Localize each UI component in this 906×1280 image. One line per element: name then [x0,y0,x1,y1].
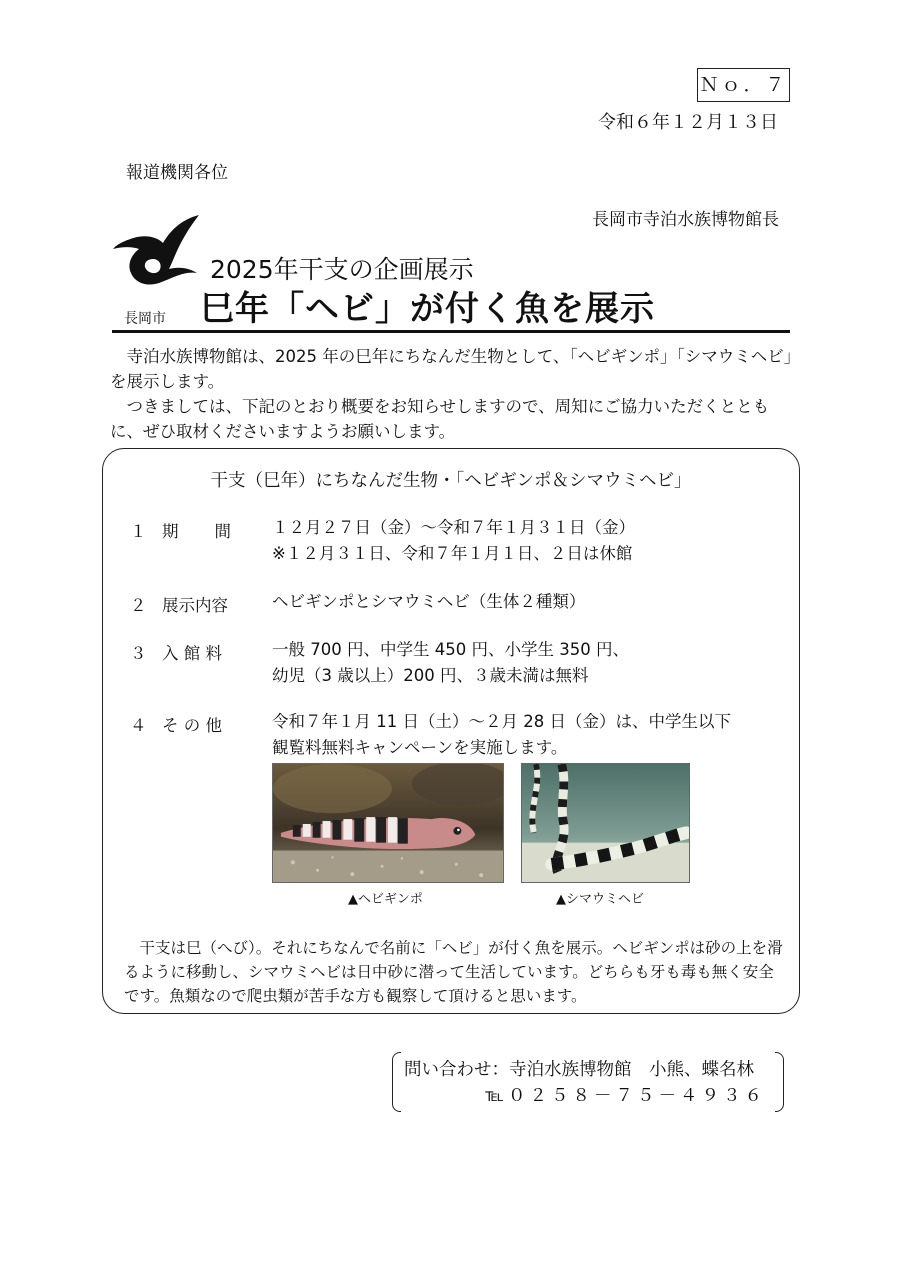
exhibit-description [124,936,788,1008]
document-number: Ｎｏ．７ [697,68,790,102]
recipient: 報道機関各位 [126,163,228,183]
intro-paragraph: つきましては、下記のとおり概要をお知らせしますので、周知にご協力いただくとともに、ぜひ取材くださいますようお願いします。 [110,397,770,441]
item-label: 展示内容 [162,596,228,615]
item-label: そ の 他 [162,716,222,735]
subtitle: 2025年干支の企画展示 [210,255,474,284]
logo-caption: 長岡市 [124,311,166,327]
nagaoka-city-logo-icon [113,213,203,289]
photo-caption: ▲シマウミヘビ [556,892,644,907]
campaign-line: 令和７年１月 11 日（土）～２月 28 日（金）は、中学生以下 [272,712,731,731]
item-value [272,515,635,567]
right-bracket [775,1052,784,1112]
title-divider [112,330,790,333]
shimaumihebi-photo [521,763,690,883]
item-number: ４ [130,716,147,735]
item-number: ２ [130,596,147,615]
intro-text [110,344,800,444]
box-title: 干支（巳年）にちなんだ生物・「ヘビギンポ＆シマウミヘビ」 [210,471,692,491]
admission-fee-line: 一般 700 円、中学生 450 円、小学生 350 円、 [272,640,629,659]
item-label: 期 間 [162,522,232,541]
page-title: 巳年「ヘビ」が付く魚を展示 [200,289,655,329]
sender: 長岡市寺泊水族博物館長 [592,210,779,230]
item-number: １ [130,522,147,541]
contact-phone: ℡０２５８－７５－４９３６ [485,1086,766,1106]
photo-caption: ▲ヘビギンポ [348,892,423,907]
period-dates: １２月２７日（金）～令和７年１月３１日（金） [272,518,635,537]
item-label: 入 館 料 [162,644,222,663]
exhibit-content: ヘビギンポとシマウミヘビ（生体２種類） [272,592,586,611]
hebiginpo-photo [272,763,504,883]
contact-line: 問い合わせ：寺泊水族博物館 小熊、蝶名林 [404,1060,754,1080]
item-number: ３ [130,644,147,663]
campaign-line: 観覧料無料キャンペーンを実施します。 [272,738,568,757]
issue-date: 令和６年１２月１３日 [598,112,778,133]
intro-paragraph: 寺泊水族博物館は、2025 年の巳年にちなんだ生物として、「ヘビギンポ」「シマウミヘビ」を展示します。 [110,347,792,391]
left-bracket [392,1052,401,1112]
item-value [272,637,629,689]
admission-fee-line: 幼児（3 歳以上）200 円、３歳未満は無料 [272,666,589,685]
item-value [272,589,585,615]
item-value [272,709,731,761]
description-paragraph: 干支は巳（へび）。それにちなんで名前に「ヘビ」が付く魚を展示。ヘビギンポは砂の上を滑るように移動し、シマウミヘビは日中砂に潜って生活しています。どちらも牙も毒も無く安全です。魚類なので爬虫類が苦手な方も観察して頂けると思います。 [124,939,783,1005]
closed-days-note: ※１２月３１日、令和７年１月１日、２日は休館 [272,544,633,563]
contact-info [392,1052,784,1112]
